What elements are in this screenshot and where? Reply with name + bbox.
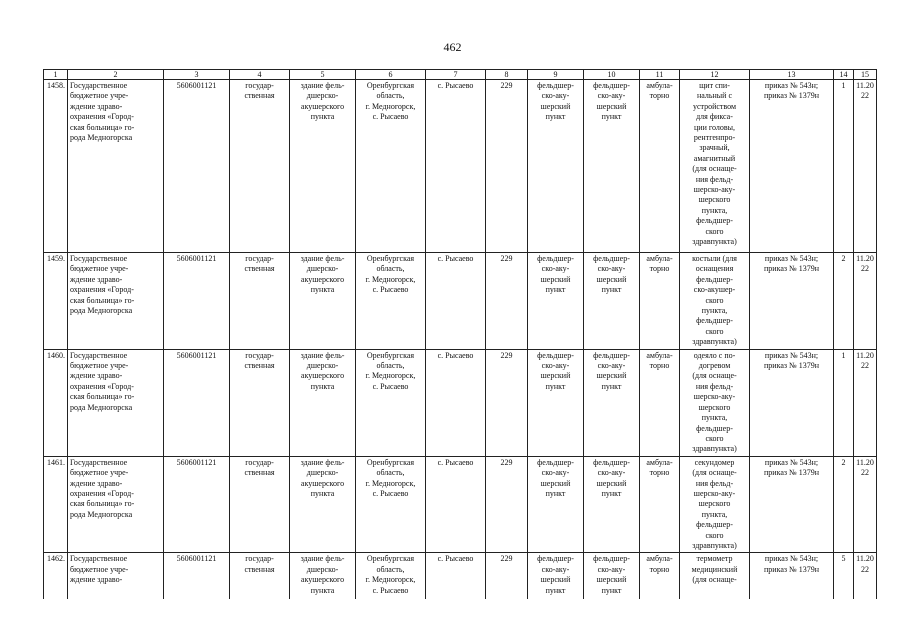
- column-number: 2: [68, 70, 164, 80]
- building-cell: здание фель- дшерско- акушерского пункта: [290, 349, 356, 456]
- order-cell: приказ № 543н; приказ № 1379н: [750, 253, 834, 350]
- quantity-cell: 1: [834, 349, 854, 456]
- table-row: [44, 456, 877, 553]
- locality-cell: с. Рысаево: [426, 349, 486, 456]
- organization-cell: Государственное бюджетное учре- ждение здраво-: [68, 553, 164, 600]
- column-number: 8: [486, 70, 528, 80]
- locality-cell: с. Рысаево: [426, 80, 486, 253]
- organization-cell: Государственное бюджетное учре- ждение здраво- охранения «Город- ская больница» го- рода Медногорска: [68, 456, 164, 553]
- column-number: 9: [528, 70, 584, 80]
- equipment-cell: секундомер (для оснаще- ния фельд- шерско-аку- шерского пункта, фельдшер- ского здравпункта): [680, 456, 750, 553]
- column-number: 11: [640, 70, 680, 80]
- locality-cell: с. Рысаево: [426, 253, 486, 350]
- table-row: [44, 553, 877, 600]
- building-cell: здание фель- дшерско- акушерского пункта: [290, 253, 356, 350]
- inn-cell: 5606001121: [164, 349, 230, 456]
- care-type-cell: амбула- торно: [640, 349, 680, 456]
- row-number-cell: 1460.: [44, 349, 68, 456]
- subunit-cell: фельдшер- ско-аку- шерский пункт: [584, 553, 640, 600]
- inn-cell: 5606001121: [164, 80, 230, 253]
- subunit-cell: фельдшер- ско-аку- шерский пункт: [584, 349, 640, 456]
- care-type-cell: амбула- торно: [640, 80, 680, 253]
- ownership-cell: государ- ственная: [230, 349, 290, 456]
- subunit-cell: фельдшер- ско-аку- шерский пункт: [584, 253, 640, 350]
- column-number: 14: [834, 70, 854, 80]
- equipment-cell: костыли (для оснащения фельдшер- ско-акушер- ского пункта, фельдшер- ского здравпункта): [680, 253, 750, 350]
- organization-cell: Государственное бюджетное учре- ждение здраво- охранения «Город- ская больница» го- рода Медногорска: [68, 80, 164, 253]
- column-number: 6: [356, 70, 426, 80]
- address-cell: Оренбургская область, г. Медногорск, с. Рысаево: [356, 253, 426, 350]
- building-cell: здание фель- дшерско- акушерского пункта: [290, 80, 356, 253]
- order-cell: приказ № 543н; приказ № 1379н: [750, 349, 834, 456]
- row-number-cell: 1459.: [44, 253, 68, 350]
- column-number: 13: [750, 70, 834, 80]
- column-number: 12: [680, 70, 750, 80]
- row-number-cell: 1462.: [44, 553, 68, 600]
- order-cell: приказ № 543н; приказ № 1379н: [750, 456, 834, 553]
- row-number-cell: 1458.: [44, 80, 68, 253]
- column-number: 4: [230, 70, 290, 80]
- page-number: 462: [443, 40, 462, 54]
- unit-cell: фельдшер- ско-аку- шерский пункт: [528, 253, 584, 350]
- address-cell: Оренбургская область, г. Медногорск, с. Рысаево: [356, 80, 426, 253]
- ownership-cell: государ- ственная: [230, 80, 290, 253]
- date-cell: 11.2022: [854, 253, 877, 350]
- quantity-cell: 2: [834, 456, 854, 553]
- ownership-cell: государ- ственная: [230, 553, 290, 600]
- date-cell: 11.2022: [854, 80, 877, 253]
- table-row: [44, 80, 877, 253]
- building-cell: здание фель- дшерско- акушерского пункта: [290, 553, 356, 600]
- address-cell: Оренбургская область, г. Медногорск, с. Рысаево: [356, 349, 426, 456]
- inn-cell: 5606001121: [164, 456, 230, 553]
- equipment-cell: термометр медицинский (для оснаще-: [680, 553, 750, 600]
- code-cell: 229: [486, 553, 528, 600]
- date-cell: 11.2022: [854, 553, 877, 600]
- subunit-cell: фельдшер- ско-аку- шерский пункт: [584, 80, 640, 253]
- unit-cell: фельдшер- ско-аку- шерский пункт: [528, 553, 584, 600]
- column-number: 5: [290, 70, 356, 80]
- unit-cell: фельдшер- ско-аку- шерский пункт: [528, 349, 584, 456]
- unit-cell: фельдшер- ско-аку- шерский пункт: [528, 456, 584, 553]
- column-number: 3: [164, 70, 230, 80]
- column-number: 7: [426, 70, 486, 80]
- column-number-row: [44, 70, 877, 80]
- code-cell: 229: [486, 456, 528, 553]
- equipment-cell: щит спи- нальный с устройством для фикса- ции головы, рентгенпро- зрачный, амагнитный (для оснаще- ния фельд- шерско-аку- шерского пункта, фельдшер- ского здравпункта): [680, 80, 750, 253]
- column-number: 15: [854, 70, 877, 80]
- code-cell: 229: [486, 349, 528, 456]
- care-type-cell: амбула- торно: [640, 553, 680, 600]
- row-number-cell: 1461.: [44, 456, 68, 553]
- date-cell: 11.2022: [854, 456, 877, 553]
- care-type-cell: амбула- торно: [640, 253, 680, 350]
- unit-cell: фельдшер- ско-аку- шерский пункт: [528, 80, 584, 253]
- care-type-cell: амбула- торно: [640, 456, 680, 553]
- equipment-cell: одеяло с по- догревом (для оснаще- ния фельд- шерско-аку- шерского пункта, фельдшер- ского здравпункта): [680, 349, 750, 456]
- inn-cell: 5606001121: [164, 553, 230, 600]
- organization-cell: Государственное бюджетное учре- ждение здраво- охранения «Город- ская больница» го- рода Медногорска: [68, 349, 164, 456]
- code-cell: 229: [486, 80, 528, 253]
- order-cell: приказ № 543н; приказ № 1379н: [750, 80, 834, 253]
- subunit-cell: фельдшер- ско-аку- шерский пункт: [584, 456, 640, 553]
- locality-cell: с. Рысаево: [426, 553, 486, 600]
- locality-cell: с. Рысаево: [426, 456, 486, 553]
- organization-cell: Государственное бюджетное учре- ждение здраво- охранения «Город- ская больница» го- рода Медногорска: [68, 253, 164, 350]
- table-row: [44, 253, 877, 350]
- date-cell: 11.2022: [854, 349, 877, 456]
- table-row: [44, 349, 877, 456]
- ownership-cell: государ- ственная: [230, 456, 290, 553]
- address-cell: Оренбургская область, г. Медногорск, с. Рысаево: [356, 456, 426, 553]
- register-table: [43, 69, 877, 599]
- column-number: 1: [44, 70, 68, 80]
- quantity-cell: 1: [834, 80, 854, 253]
- quantity-cell: 2: [834, 253, 854, 350]
- quantity-cell: 5: [834, 553, 854, 600]
- column-number: 10: [584, 70, 640, 80]
- order-cell: приказ № 543н; приказ № 1379н: [750, 553, 834, 600]
- ownership-cell: государ- ственная: [230, 253, 290, 350]
- code-cell: 229: [486, 253, 528, 350]
- inn-cell: 5606001121: [164, 253, 230, 350]
- building-cell: здание фель- дшерско- акушерского пункта: [290, 456, 356, 553]
- address-cell: Оренбургская область, г. Медногорск, с. Рысаево: [356, 553, 426, 600]
